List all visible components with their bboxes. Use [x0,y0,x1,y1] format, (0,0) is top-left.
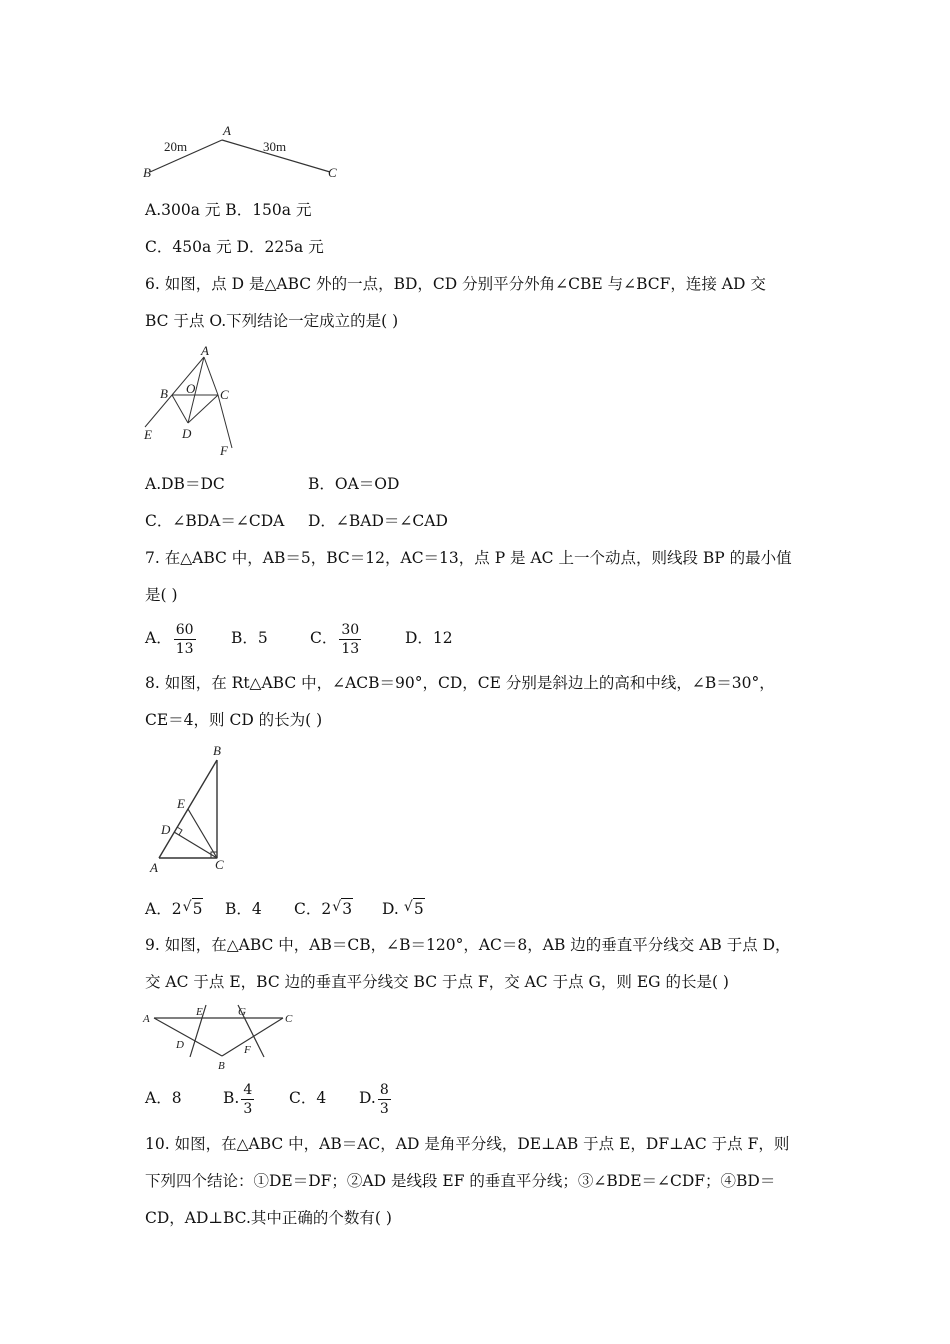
q8-option-a [145,898,225,919]
q5-label-b: B [143,165,151,180]
q9-options [145,1078,393,1118]
q9-option-b-prefix: B. [223,1089,240,1107]
q8-options [145,898,425,919]
q8-stem-line1: 8. 如图，在 Rt△ABC 中，∠ACB＝90°，CD，CE 分别是斜边上的高和中线，∠B＝30°， [145,674,775,692]
q7-stem-line2: 是( ) [145,586,178,604]
q8-label-b: B [213,743,221,758]
q8-option-a-radicand: √ 5 [192,898,204,919]
q8-figure [145,742,240,877]
q6-options-row1 [145,474,399,494]
q6-label-e: E [144,427,152,442]
q5-options-row1: A.300a 元 B．150a 元 [145,201,312,219]
q6-label-b: B [160,386,168,401]
q9-option-b-denominator: 3 [243,1100,253,1117]
q8-option-d-prefix: D. [382,900,399,918]
q9-option-d [359,1078,393,1118]
q9-label-g: G [238,1006,246,1018]
q8-label-d: D [161,822,171,837]
q6-option-b: B．OA＝OD [308,475,400,493]
q9-label-b: B [218,1060,225,1072]
q6-label-d: D [182,426,192,441]
q9-figure [140,1003,305,1075]
q7-option-a-prefix: A． [145,629,172,647]
q7-option-a [145,618,231,658]
q6-option-a: A.DB＝DC [145,475,225,493]
q5-label-ac: 30m [263,139,287,154]
q8-label-e: E [177,796,185,811]
q8-option-d-radicand: √ 5 [413,898,425,919]
q7-option-c-numerator: 30 [341,621,360,638]
q6-label-a: A [201,343,209,358]
q9-option-b [223,1078,289,1118]
q9-label-f: F [244,1044,251,1056]
q8-option-c-radicand: √ 3 [341,898,353,919]
q9-option-a: A．8 [145,1089,182,1107]
q9-option-d-fraction [378,1081,391,1118]
q9-option-d-numerator: 8 [379,1081,389,1098]
q8-option-c [294,898,382,919]
q7-option-b: B．5 [231,629,268,647]
q7-option-c-denominator: 13 [341,640,360,657]
q7-options [145,618,453,658]
q6-figure [140,343,250,461]
q8-option-d [382,898,425,919]
q9-label-c: C [285,1013,293,1025]
q7-option-a-denominator: 13 [175,640,194,657]
q10-stem-line2: 下列四个结论：①DE＝DF；②AD 是线段 EF 的垂直平分线；③∠BDE＝∠CDF；④BD＝ [145,1172,776,1190]
q10-stem-line1: 10. 如图，在△ABC 中，AB＝AC，AD 是角平分线，DE⊥AB 于点 E，DF⊥AC 于点 F，则 [145,1135,790,1153]
q7-option-c-fraction [339,621,361,658]
q6-label-o: O [186,381,196,396]
q6-option-d: D．∠BAD＝∠CAD [308,512,448,530]
q9-label-a: A [143,1013,150,1025]
q9-stem-line2: 交 AC 于点 E，BC 边的垂直平分线交 BC 于点 F，交 AC 于点 G，则 EG 的长是( ) [145,973,729,991]
q6-label-c: C [220,387,229,402]
q10-stem-line3: CD，AD⊥BC.其中正确的个数有( ) [145,1209,392,1227]
q9-option-d-prefix: D. [359,1089,376,1107]
q9-label-e: E [196,1006,203,1018]
q5-label-a: A [223,123,231,138]
q7-option-a-fraction [174,621,196,658]
q5-options-row2: C．450a 元 D．225a 元 [145,238,324,256]
q5-label-ab: 20m [164,139,188,154]
q7-option-c [310,618,405,658]
q7-option-d: D．12 [405,629,453,647]
q9-option-d-denominator: 3 [379,1100,389,1117]
q5-label-c: C [328,165,337,180]
q8-stem-line2: CE＝4，则 CD 的长为( ) [145,711,323,729]
q6-option-c: C．∠BDA＝∠CDA [145,512,285,530]
q6-label-f: F [220,443,228,458]
q8-option-c-prefix: C．2 [294,900,332,918]
q8-option-b: B．4 [225,900,262,918]
q8-label-c: C [215,857,224,872]
q7-option-c-prefix: C． [310,629,338,647]
q9-stem-line1: 9. 如图，在△ABC 中，AB＝CB，∠B＝120°，AC＝8，AB 边的垂直平分线交 AB 于点 D， [145,936,791,954]
q6-stem-line2: BC 于点 O.下列结论一定成立的是( ) [145,312,399,330]
q6-options-row2 [145,511,448,531]
q8-option-a-prefix: A．2 [145,900,182,918]
q5-triangle-figure [140,122,350,184]
q9-option-b-fraction [241,1081,254,1118]
q9-label-d: D [176,1039,184,1051]
q6-stem-line1: 6. 如图，点 D 是△ABC 外的一点，BD，CD 分别平分外角∠CBE 与∠BCF，连接 AD 交 [145,275,766,293]
q7-option-a-numerator: 60 [175,621,194,638]
q7-stem-line1: 7. 在△ABC 中，AB＝5，BC＝12，AC＝13，点 P 是 AC 上一个动点，则线段 BP 的最小值 [145,549,792,567]
q9-option-b-numerator: 4 [243,1081,253,1098]
q9-option-c: C．4 [289,1089,327,1107]
q8-label-a: A [150,860,158,875]
